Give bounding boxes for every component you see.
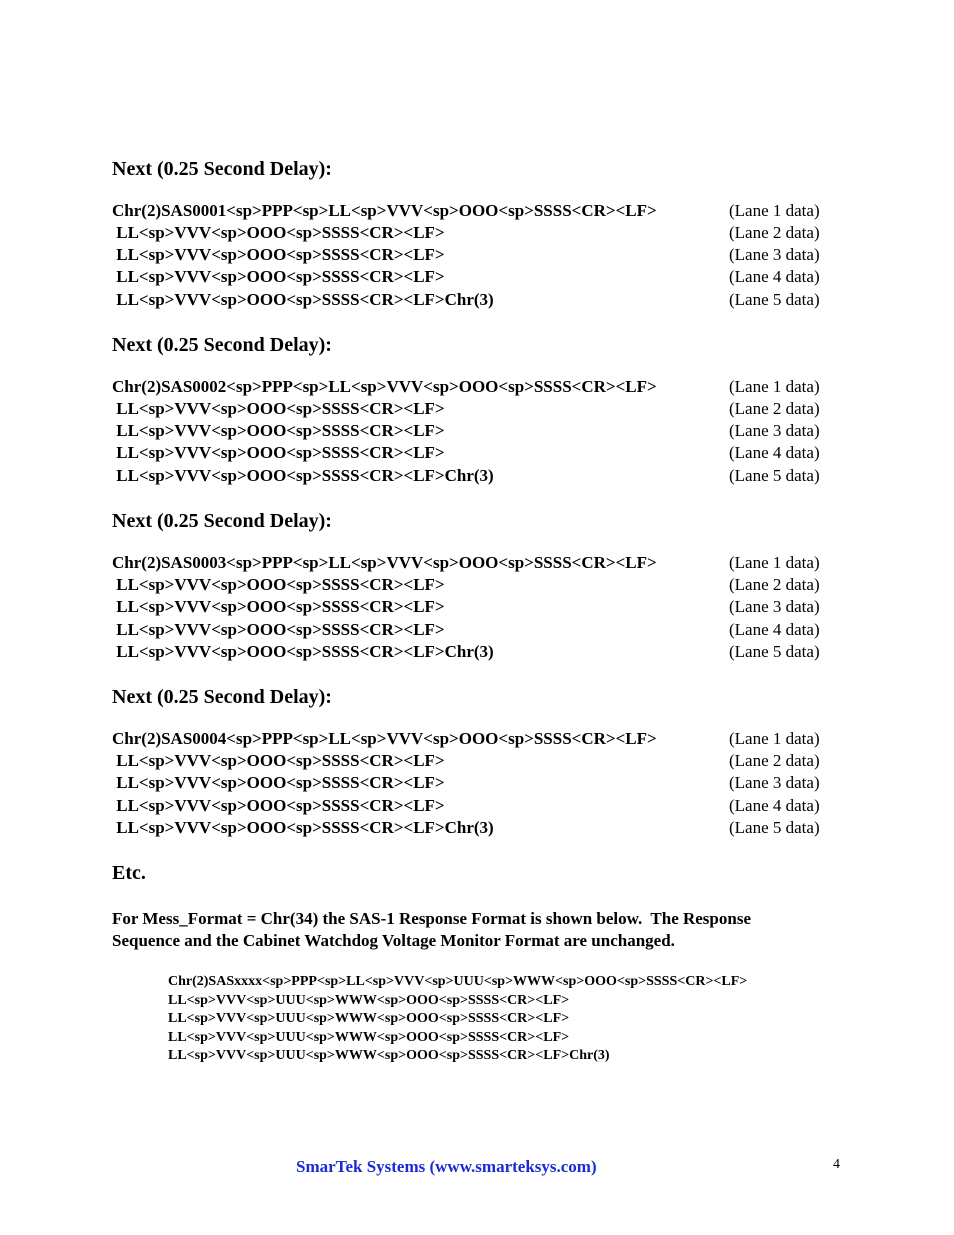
frame-row (112, 420, 832, 442)
frame-row (112, 817, 832, 839)
frame-code: LL<sp>VVV<sp>OOO<sp>SSSS<CR><LF> (112, 245, 445, 264)
frame-row (112, 398, 832, 420)
lane-label: (Lane 4 data) (729, 796, 820, 815)
frame-code: LL<sp>VVV<sp>OOO<sp>SSSS<CR><LF> (112, 267, 445, 286)
frame-row (112, 574, 832, 596)
frame-code: LL<sp>VVV<sp>OOO<sp>SSSS<CR><LF>Chr(3) (112, 642, 494, 661)
frame-row (112, 772, 832, 794)
frame-row (112, 222, 832, 244)
format-note (112, 908, 832, 952)
frame-row (112, 750, 832, 772)
frame-row (112, 244, 832, 266)
lane-label: (Lane 5 data) (729, 818, 820, 837)
frame-code: Chr(2)SAS0003<sp>PPP<sp>LL<sp>VVV<sp>OOO<sp>SSSS<CR><LF> (112, 553, 657, 572)
block-heading: Next (0.25 Second Delay): (112, 334, 332, 356)
lane-label: (Lane 4 data) (729, 267, 820, 286)
frame-code: LL<sp>VVV<sp>OOO<sp>SSSS<CR><LF> (112, 575, 445, 594)
lane-label: (Lane 2 data) (729, 399, 820, 418)
frame-row (112, 552, 832, 574)
frame-code: Chr(2)SAS0004<sp>PPP<sp>LL<sp>VVV<sp>OOO<sp>SSSS<CR><LF> (112, 729, 657, 748)
lane-label: (Lane 2 data) (729, 223, 820, 242)
frame-row (112, 728, 832, 750)
lane-label: (Lane 3 data) (729, 773, 820, 792)
note-line: Sequence and the Cabinet Watchdog Voltage Monitor Format are unchanged. (112, 931, 675, 950)
frame-code: LL<sp>VVV<sp>OOO<sp>SSSS<CR><LF>Chr(3) (112, 466, 494, 485)
frame-code: LL<sp>VVV<sp>OOO<sp>SSSS<CR><LF>Chr(3) (112, 290, 494, 309)
etc-heading: Etc. (112, 862, 146, 884)
format-line: LL<sp>VVV<sp>UUU<sp>WWW<sp>OOO<sp>SSSS<CR><LF> (168, 1011, 570, 1026)
frame-code: LL<sp>VVV<sp>OOO<sp>SSSS<CR><LF> (112, 421, 445, 440)
format-line: LL<sp>VVV<sp>UUU<sp>WWW<sp>OOO<sp>SSSS<CR><LF> (168, 992, 570, 1008)
frame-code: LL<sp>VVV<sp>OOO<sp>SSSS<CR><LF> (112, 223, 445, 242)
lane-label: (Lane 1 data) (729, 729, 820, 748)
frame-row (112, 641, 832, 663)
format-line: LL<sp>VVV<sp>UUU<sp>WWW<sp>OOO<sp>SSSS<CR><LF>Chr(3) (168, 1048, 610, 1063)
lane-label: (Lane 1 data) (729, 377, 820, 396)
frame-row (112, 465, 832, 487)
lane-label: (Lane 1 data) (729, 553, 820, 572)
frame-code: LL<sp>VVV<sp>OOO<sp>SSSS<CR><LF>Chr(3) (112, 818, 494, 837)
frame-code: Chr(2)SAS0001<sp>PPP<sp>LL<sp>VVV<sp>OOO<sp>SSSS<CR><LF> (112, 201, 657, 220)
block-heading: Next (0.25 Second Delay): (112, 158, 332, 180)
sas1-format-block (168, 973, 747, 1066)
frame-code: Chr(2)SAS0002<sp>PPP<sp>LL<sp>VVV<sp>OOO<sp>SSSS<CR><LF> (112, 377, 657, 396)
frame-code: LL<sp>VVV<sp>OOO<sp>SSSS<CR><LF> (112, 443, 445, 462)
lane-label: (Lane 4 data) (729, 620, 820, 639)
frame-row (112, 795, 832, 817)
format-line: Chr(2)SASxxxx<sp>PPP<sp>LL<sp>VVV<sp>UUU<sp>WWW<sp>OOO<sp>SSSS<CR><LF> (168, 974, 748, 989)
frame-code: LL<sp>VVV<sp>OOO<sp>SSSS<CR><LF> (112, 773, 445, 792)
page-number: 4 (833, 1157, 840, 1172)
lane-label: (Lane 2 data) (729, 575, 820, 594)
frame-code: LL<sp>VVV<sp>OOO<sp>SSSS<CR><LF> (112, 597, 445, 616)
frame-code: LL<sp>VVV<sp>OOO<sp>SSSS<CR><LF> (112, 751, 445, 770)
lane-label: (Lane 5 data) (729, 290, 820, 309)
frame-row (112, 596, 832, 618)
frame-row (112, 619, 832, 641)
lane-label: (Lane 3 data) (729, 597, 820, 616)
frame-code: LL<sp>VVV<sp>OOO<sp>SSSS<CR><LF> (112, 620, 445, 639)
lane-label: (Lane 3 data) (729, 245, 820, 264)
frame-code: LL<sp>VVV<sp>OOO<sp>SSSS<CR><LF> (112, 796, 445, 815)
footer-company-link[interactable]: SmarTek Systems (www.smarteksys.com) (296, 1157, 597, 1176)
lane-label: (Lane 4 data) (729, 443, 820, 462)
lane-label: (Lane 5 data) (729, 466, 820, 485)
block-heading: Next (0.25 Second Delay): (112, 686, 332, 708)
lane-label: (Lane 5 data) (729, 642, 820, 661)
note-line: For Mess_Format = Chr(34) the SAS-1 Response Format is shown below. The Response (112, 909, 751, 928)
format-line: LL<sp>VVV<sp>UUU<sp>WWW<sp>OOO<sp>SSSS<CR><LF> (168, 1029, 570, 1045)
block-heading: Next (0.25 Second Delay): (112, 510, 332, 532)
lane-label: (Lane 1 data) (729, 201, 820, 220)
frame-row (112, 376, 832, 398)
frame-code: LL<sp>VVV<sp>OOO<sp>SSSS<CR><LF> (112, 399, 445, 418)
lane-label: (Lane 3 data) (729, 421, 820, 440)
frame-row (112, 442, 832, 464)
frame-row (112, 200, 832, 222)
frame-row (112, 289, 832, 311)
frame-row (112, 266, 832, 288)
lane-label: (Lane 2 data) (729, 751, 820, 770)
